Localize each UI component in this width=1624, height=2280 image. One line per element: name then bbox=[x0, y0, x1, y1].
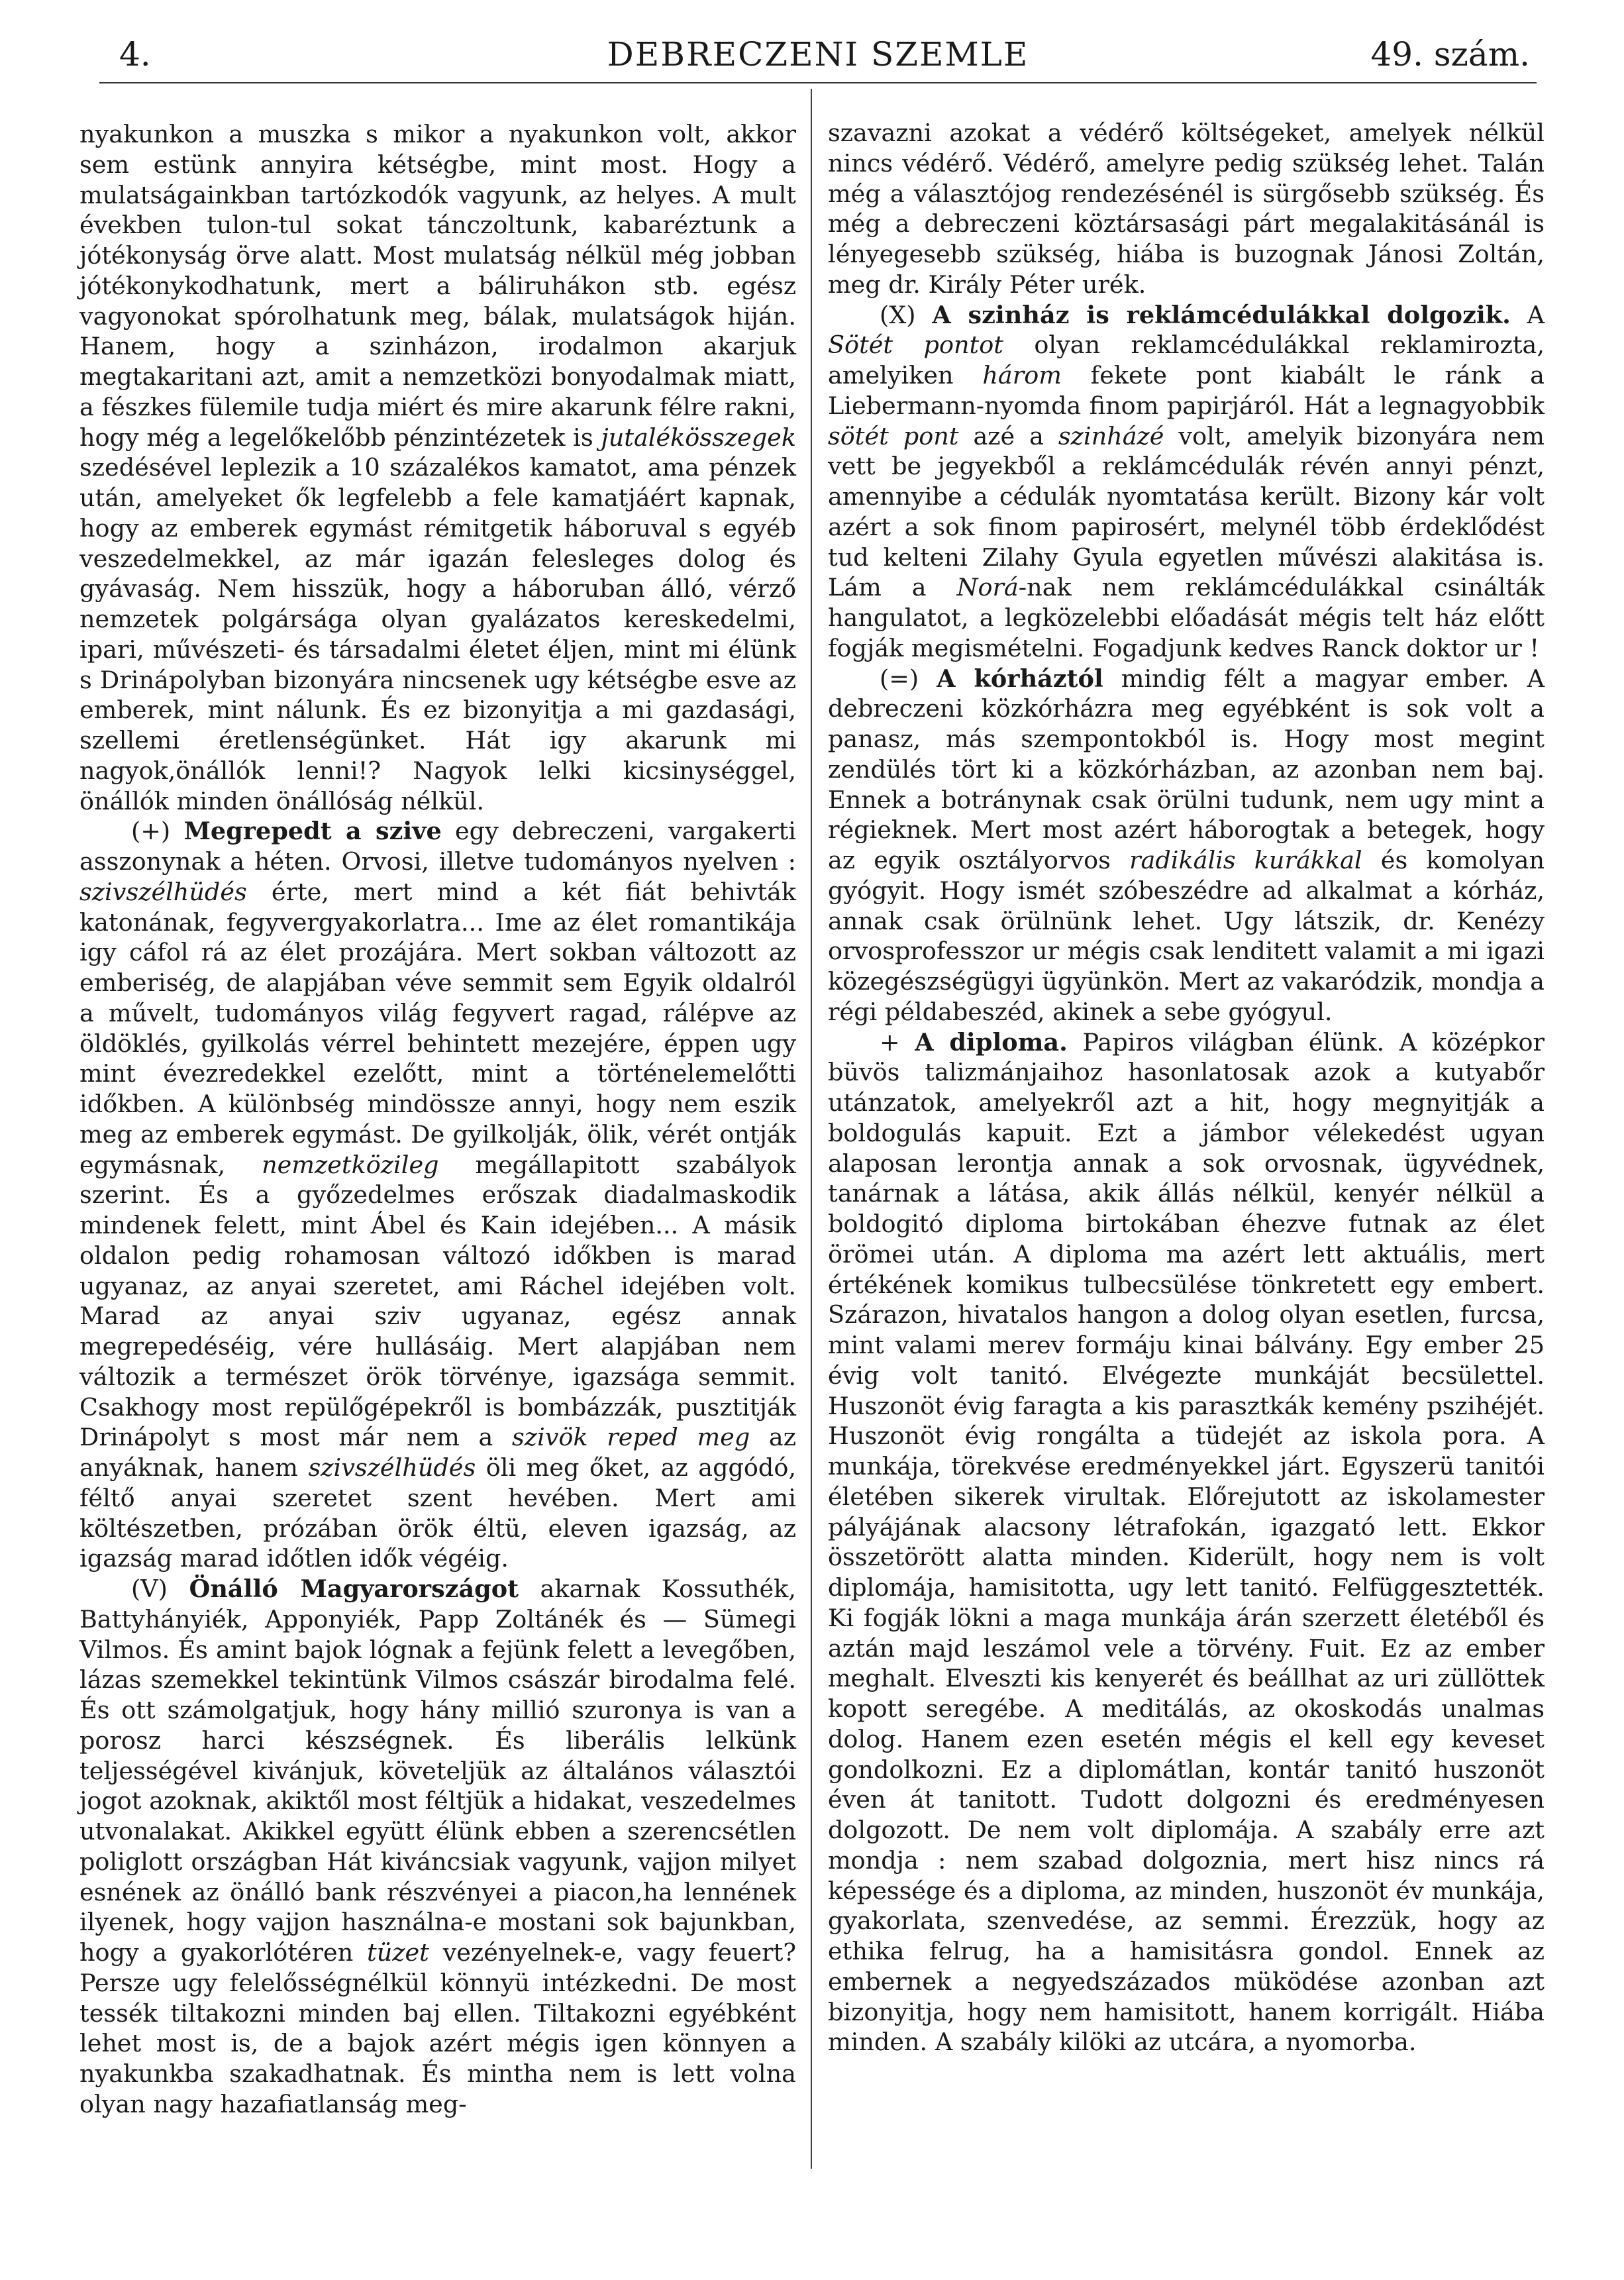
article-korhaz: (=) A kórháztól mindig félt a magyar ember. A debreczeni közkórházra meg egyébként is sok volt a panasz, más szempontokból is. Hogy most megint zendülés tört ki a közkórházban, az azonban nem baj. Ennek a botránynak csak örülni tudunk, nem ugy mint a régieknek. Mert most azért háborogtak a betegek, hogy az egyik osztályorvos radikális kurákkal és komolyan gyógyit. Hogy ismét szóbeszédre ad alkalmat a kórház, annak csak örülnünk lehet. Ugy látszik, dr. Kenézy orvosprofesszor ur mégis csak lenditett valamit a mi igazi közegészségügyi ügyünkön. Mert az vakaródzik, mondja a régi példabeszéd, akinek a sebe gyógyul. bbox=[828, 664, 1545, 1026]
article-szinhaz: (X) A szinház is reklámcédulákkal dolgozik. A Sötét pontot olyan reklamcédulákkal reklamirozta, amelyiken három fekete pont kiabált le ránk a Liebermann-nyomda finom papirjáról. Hát a legnagyobbik sötét pont azé a szinházé volt, amelyik bizonyára nem vett be jegyekből a reklámcédulák révén annyi pénzt, amennyibe a cédulák nyomtatása került. Bizony kár volt azért a sok finom papirosért, melynél több érdeklődést tud kelteni Zilahy Gyula egyetlen művészi alakitása is. Lám a Norá-nak nem reklámcédulákkal csinálták hangulatot, a legközelebbi előadását mégis telt ház előtt fogják megismételni. Fogadjunk kedves Ranck doktor ur ! bbox=[828, 300, 1545, 662]
journal-title: DEBRECZENI SZEMLE bbox=[607, 35, 1029, 74]
header-rule bbox=[99, 82, 1537, 83]
article-diploma: + A diploma. Papiros világban élünk. A középkor büvös talizmánjaihoz hasonlatosak azok a kutyabőr utánzatok, amelyekről azt a hit, hogy megnyitják a boldogulás kapuit. Ezt a jámbor vélekedést ugyan alaposan lerontja annak a sok orvosnak, ügyvédnek, tanárnak a látása, akik állás nélkül, kenyér nélkül a boldogitó diploma birtokában éhezve futnak az élet örömei után. A diploma ma azért lett aktuális, mert értékének komikus tulbecsülése tönkretett egy embert. Szárazon, hivatalos hangon a dolog olyan esetlen, furcsa, mint valami merev formáju kinai bálvány. Egy ember 25 évig volt tanitó. Elvégezte munkáját becsülettel. Huszonöt évig faragta a kis parasztkák kemény pszihéjét. Huszonöt évig rongálta a tüdejét az iskola pora. A munkája, törekvése eredményekkel járt. Egyszerü tanitói életében sikerek virultak. Előrejutott az iskolamester pályájának alacsony létrafokán, igazgató lett. Ekkor összetörött alatta minden. Kiderült, hogy nem is volt diplomája, hamisitotta, ugy lett tanitó. Felfüggesztették. Ki fogják lökni a maga munkája árán szerzett életéből és aztán majd leszámol vele a törvény. Fuit. Ez az ember meghalt. Elveszti kis kenyerét és beállhat az uri züllöttek kopott seregébe. A meditálás, az okoskodás unalmas dolog. Hanem ezen esetén mégis el kell egy keveset gondolkozni. Ez a diplomátlan, kontár tanitó huszonöt éven át tanitott. Tudott dolgozni és eredményesen dolgozott. De nem volt diplomája. A szabály erre azt mondja : nem szabad dolgoznia, mert hisz nincs rá képessége és a diploma, az minden, huszonöt év munkája, gyakorlata, szenvedése, az semmi. Érezzük, hogy az ethika felrug, ha a hamisitásra gondol. Ennek az embernek a negyedszázados müködése azonban azt bizonyitja, hogy nem hamisitott, hanem korrigált. Hiába minden. A szabály kilöki az utcára, a nyomorba. bbox=[828, 1027, 1545, 2057]
issue-number: 49. szám. bbox=[1370, 35, 1530, 74]
article-heading: A kórháztól bbox=[937, 664, 1103, 693]
right-column bbox=[828, 118, 1545, 2057]
article-continuation: nyakunkon a muszka s mikor a nyakunkon volt, akkor sem estünk annyira kétségbe, mint most. Hogy a mulatságainkban tartózkodók vagyunk, az helyes. A mult években tulon-tul sokat tánczoltunk, kabaréztunk a jótékonyság örve alatt. Most mulatság nélkül még jobban jótékonykodhatunk, mert a báliruhákon stb. egész vagyonokat spórolhatunk meg, bálak, mulatságok hiján. Hanem, hogy a szinházon, irodalmon akarjuk megtakaritani azt, amit a nemzetközi bonyodalmak miatt, a fészkes fülemile tudja miért és mire akarunk félre rakni, hogy még a legelőkelőbb pénzintézetek is jutalékösszegek szedésével leplezik a 10 százalékos kamatot, ama pénzek után, amelyeket ők legfelebb a fele kamatjáért kapnak, hogy az emberek egymást rémitgetik háboruval s egyéb veszedelmekkel, az már igazán felesleges dolog és gyávaság. Nem hisszük, hogy a háboruban álló, vérző nemzetek polgársága olyan gyalázatos kereskedelmi, ipari, művészeti- és társadalmi életet éljen, mint mi élünk s Drinápolyban bizonyára nincsenek ugy kétségbe esve az emberek, mint nálunk. És ez bizonyitja a mi gazdasági, szellemi éretlenségünket. Hát igy akarunk mi nagyok,önállók lenni!? Nagyok lelki kicsinységgel, önállók minden önállóság nélkül. bbox=[79, 120, 796, 815]
column-divider bbox=[811, 89, 812, 2169]
article-onallo: (V) Önálló Magyarországot akarnak Kossuthék, Battyhányiék, Apponyiék, Papp Zoltánék és — Sümegi Vilmos. És amint bajok lógnak a fejünk felett a levegőben, lázas szemekkel tekintünk Vilmos császár birodalma felé. És ott számolgatjuk, hogy hány millió szuronya is van a porosz harci készségnek. És liberális lelkünk teljességével kivánjuk, követeljük az általános választói jogot azoknak, akiktől most féltjük a hidakat, veszedelmes utvonalakat. Akikkel együtt élünk ebben a szerencsétlen poliglott országban Hát kiváncsiak vagyunk, vajjon milyet esnének az önálló bank részvényei a piacon,ha lennének ilyenek, hogy vajjon használna-e mostani sok bajunkban, hogy a gyakorlótéren tüzet vezényelnek-e, vagy feuert? Persze ugy felelősségnélkül könnyü intézkedni. De most tessék tiltakozni minden baj ellen. Tiltakozni egyébként lehet most is, de a bajok azért mégis igen könnyen a nyakunkba szakadhatnak. És mintha nem is lett volna olyan nagy hazafiatlanság meg- bbox=[79, 1575, 796, 2118]
article-heading: Önálló Magyarországot bbox=[189, 1575, 519, 1603]
article-heading: A diploma. bbox=[915, 1027, 1068, 1057]
article-heading: Megrepedt a szive bbox=[183, 817, 442, 846]
article-szive: (+) Megrepedt a szive egy debreczeni, vargakerti asszonynak a héten. Orvosi, illetve tudományos nyelven : szivszélhüdés érte, mert mind a két fiát behivták katonának, fegyvergyakorlatra... Ime az élet romantikája igy cáfol rá az élet prozájára. Mert sokban változott az emberiség, de alapjában véve semmit sem Egyik oldalról a művelt, tudományos világ fegyvert ragad, rálépve az öldöklés, gyilkolás vérrel behintett mezejére, éppen ugy mint évezredekkel ezelőtt, mint a történelemelőtti időkben. A különbség mindössze annyi, hogy nem eszik meg az emberek egymást. De gyilkolják, ölik, vérét ontják egymásnak, nemzetközileg megállapitott szabályok szerint. És a győzedelmes erőszak diadalmaskodik mindenek felett, mint Ábel és Kain idejében... A másik oldalon pedig rohamosan változó időkben is marad ugyanaz, az anyai szeretet, ami Ráchel idejében volt. Marad az anyai sziv ugyanaz, egész annak megrepedéséig, vére hullásáig. Mert alapjában nem változik a természet örök törvénye, igazsága semmit. Csakhogy most repülőgépekről is bombázzák, pusztitják Drinápolyt s most már nem a szivök reped meg az anyáknak, hanem szivszélhüdés öli meg őket, az aggódó, féltő anyai szeretet szent hevében. Mert ami költészetben, prózában örök éltü, eleven igazság, az igazság marad időtlen idők végéig. bbox=[79, 817, 796, 1573]
article-heading: A szinház is reklámcédulákkal dolgozik. bbox=[932, 300, 1511, 329]
article-continuation: szavazni azokat a védérő költségeket, amelyek nélkül nincs védérő. Védérő, amelyre pedig szükség lehet. Talán még a választójog rendezésénél is sürgősebb szükség. És még a debreczeni köztársasági párt megalakitásánál is lényegesebb szükség, hiába is buzognak Jánosi Zoltán, meg dr. Király Péter urék. bbox=[828, 119, 1545, 299]
page-header bbox=[99, 30, 1537, 90]
page-number: 4. bbox=[119, 35, 151, 74]
left-column bbox=[79, 119, 796, 2120]
